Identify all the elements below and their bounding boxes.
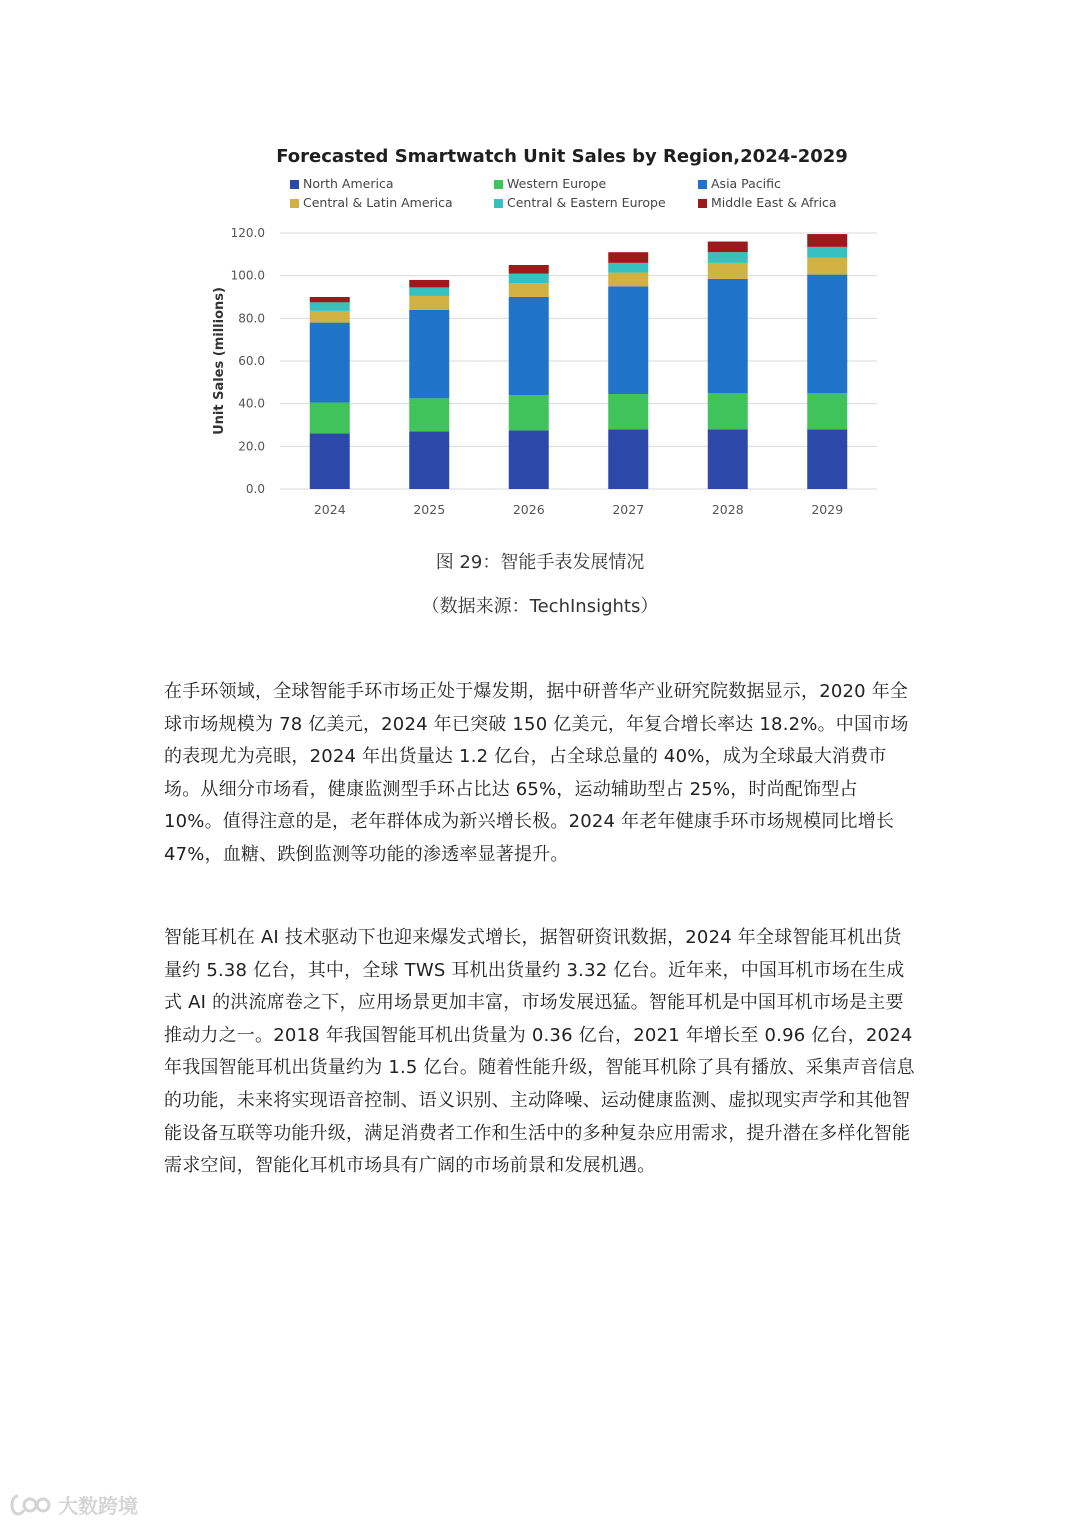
legend-swatch bbox=[698, 199, 707, 208]
bar-segment bbox=[409, 310, 449, 399]
y-axis-label: Unit Sales (millions) bbox=[212, 287, 227, 435]
bar-segment bbox=[708, 252, 748, 263]
figure-caption: 图 29：智能手表发展情况 bbox=[435, 552, 645, 573]
bar-segment bbox=[608, 429, 648, 489]
bar-segment bbox=[608, 394, 648, 429]
bar-segment bbox=[608, 252, 648, 263]
paragraph-wristband: 在手环领域，全球智能手环市场正处于爆发期，据中研普华产业研究院数据显示，2020 年全球市场规模为 78 亿美元，2024 年已突破 150 亿美元，年复合增长率达 18.2%。中国市场的表现尤为亮眼，2024 年出货量达 1.2 亿台，占全球总量的 40%，成为全球最大消费市场。从细分市场看，健康监测型手环占比达 65%，运动辅助型占 25%，时尚配饰型占 10%。值得注意的是，老年群体成为新兴增长极。2024 年老年健康手环市场规模同比增长 47%，血糖、跌倒监测等功能的渗透率显著提升。 bbox=[164, 681, 909, 865]
bar-segment bbox=[807, 234, 847, 247]
bar-segment bbox=[807, 258, 847, 275]
bar-segment bbox=[310, 297, 350, 302]
x-tick-label: 2024 bbox=[313, 502, 346, 517]
legend-label: Central & Eastern Europe bbox=[507, 195, 666, 210]
chart-title: Forecasted Smartwatch Unit Sales by Region,2024-2029 bbox=[276, 146, 848, 167]
legend-swatch bbox=[494, 199, 503, 208]
bar-segment bbox=[708, 429, 748, 489]
bar-segment bbox=[409, 280, 449, 287]
legend-swatch bbox=[494, 180, 503, 189]
bar-segment bbox=[807, 247, 847, 258]
bar-segment bbox=[310, 311, 350, 323]
bar-segment bbox=[807, 275, 847, 393]
bar-segment bbox=[509, 274, 549, 284]
legend-swatch bbox=[698, 180, 707, 189]
logo-icon bbox=[8, 1492, 52, 1518]
bar-segment bbox=[608, 263, 648, 273]
legend-swatch bbox=[290, 199, 299, 208]
bar-segment bbox=[310, 302, 350, 311]
bar-segment bbox=[409, 398, 449, 431]
bar-segment bbox=[509, 395, 549, 430]
y-tick-label: 20.0 bbox=[238, 439, 265, 454]
y-tick-label: 120.0 bbox=[230, 226, 265, 240]
watermark-text: 大数跨境 bbox=[58, 1494, 138, 1518]
bar-segment bbox=[708, 393, 748, 429]
bar-segment bbox=[509, 297, 549, 395]
bar-segment bbox=[409, 431, 449, 489]
bar-segment bbox=[608, 272, 648, 286]
y-tick-label: 0.0 bbox=[245, 482, 265, 496]
bar-segment bbox=[509, 265, 549, 274]
figure-source: （数据来源：TechInsights） bbox=[421, 596, 659, 617]
legend-label: Central & Latin America bbox=[303, 195, 453, 210]
x-tick-label: 2028 bbox=[711, 502, 744, 517]
paragraph-earphones: 智能耳机在 AI 技术驱动下也迎来爆发式增长，据智研资讯数据，2024 年全球智能耳机出货量约 5.38 亿台，其中，全球 TWS 耳机出货量约 3.32 亿台。近年来，中国耳机市场在生成式 AI 的洪流席卷之下，应用场景更加丰富，市场发展迅猛。智能耳机是中国耳机市场是主要推动力之一。2018 年我国智能耳机出货量为 0.36 亿台，2021 年增长至 0.96 亿台，2024 年我国智能耳机出货量约为 1.5 亿台。随着性能升级，智能耳机除了具有播放、采集声音信息的功能，未来将实现语音控制、语义识别、主动降噪、运动健康监测、虚拟现实声学和其他智能设备互联等功能升级，满足消费者工作和生活中的多种复杂应用需求，提升潜在多样化智能需求空间，智能化耳机市场具有广阔的市场前景和发展机遇。 bbox=[164, 927, 915, 1177]
bar-segment bbox=[708, 263, 748, 279]
bar-segment bbox=[708, 242, 748, 253]
bar-segment bbox=[310, 434, 350, 489]
bar-segment bbox=[509, 430, 549, 489]
y-tick-label: 60.0 bbox=[238, 354, 265, 368]
bar-segment bbox=[310, 323, 350, 403]
legend-label: Asia Pacific bbox=[711, 176, 781, 191]
bar-segment bbox=[409, 296, 449, 310]
watermark bbox=[8, 1490, 138, 1519]
y-tick-label: 100.0 bbox=[230, 268, 265, 283]
x-tick-label: 2027 bbox=[612, 502, 645, 517]
x-tick-label: 2029 bbox=[811, 502, 844, 517]
y-tick-label: 40.0 bbox=[238, 396, 265, 411]
y-tick-label: 80.0 bbox=[238, 311, 265, 326]
x-tick-label: 2026 bbox=[512, 502, 545, 517]
bar-segment bbox=[310, 403, 350, 434]
bar-segment bbox=[608, 286, 648, 394]
stacked-bar-chart bbox=[195, 135, 895, 525]
legend-label: Western Europe bbox=[507, 176, 607, 191]
bar-segment bbox=[509, 283, 549, 297]
bar-segment bbox=[807, 393, 847, 429]
legend-swatch bbox=[290, 180, 299, 189]
bar-segment bbox=[708, 279, 748, 393]
legend-label: North America bbox=[303, 176, 394, 191]
x-tick-label: 2025 bbox=[413, 502, 446, 517]
bar-segment bbox=[409, 287, 449, 296]
bar-segment bbox=[807, 429, 847, 489]
legend-label: Middle East & Africa bbox=[711, 195, 837, 210]
